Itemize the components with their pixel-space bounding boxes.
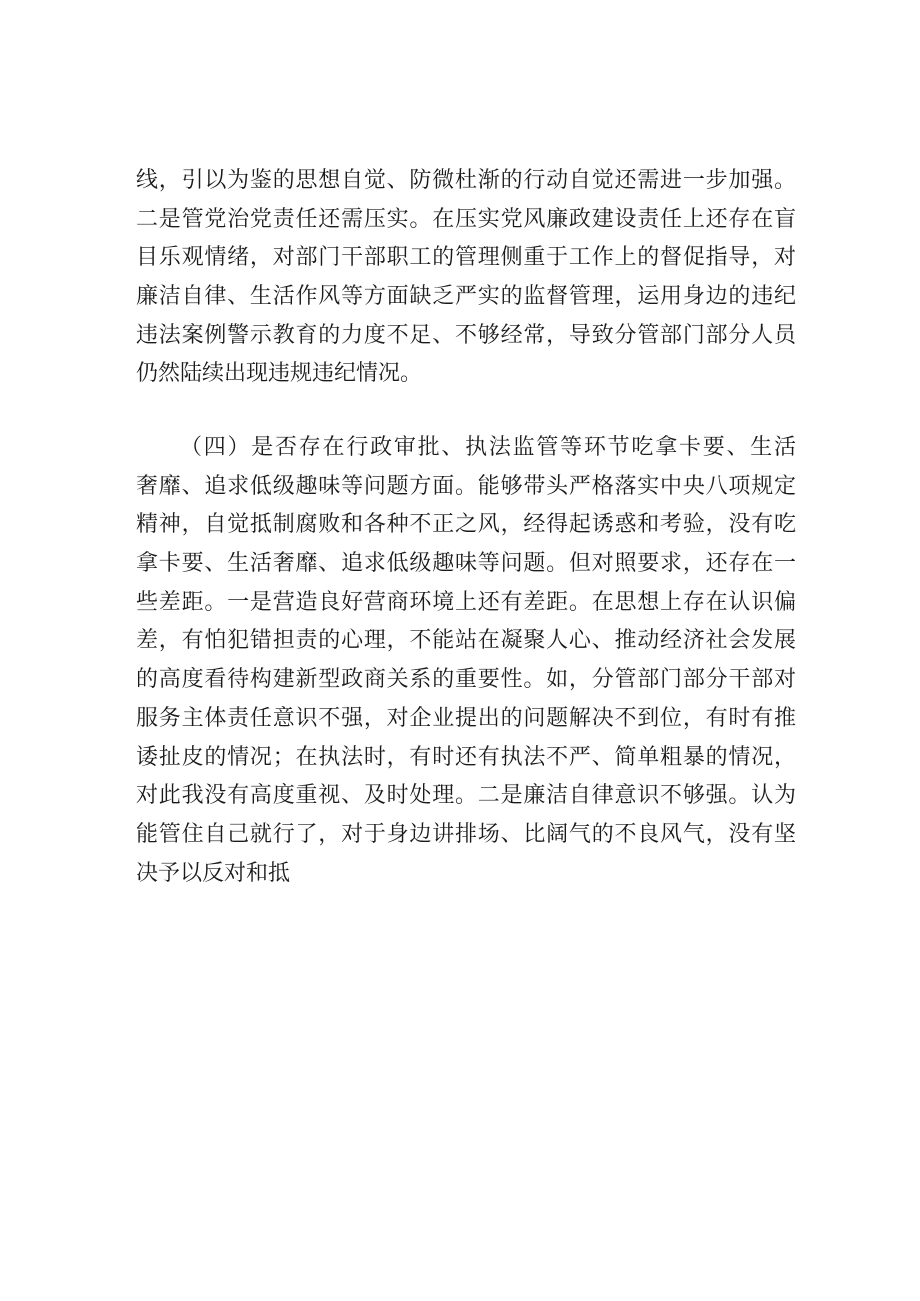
paragraph-line: 服务主体责任意识不强，对企业提出的问题解决不到位，有时有推 xyxy=(136,705,796,731)
paragraph-line: 些差距。一是营造良好营商环境上还有差距。在思想上存在认识偏 xyxy=(136,589,796,615)
paragraph-line: 诿扯皮的情况；在执法时，有时还有执法不严、简单粗暴的情况， xyxy=(136,744,796,770)
paragraph-line: 能管住自己就行了，对于身边讲排场、比阔气的不良风气，没有坚 xyxy=(136,821,796,847)
paragraph-line: 廉洁自律、生活作风等方面缺乏严实的监督管理，运用身边的违纪 xyxy=(136,284,796,310)
paragraph-line: 差，有怕犯错担责的心理，不能站在凝聚人心、推动经济社会发展 xyxy=(136,628,796,654)
paragraph-line: 违法案例警示教育的力度不足、不够经常，导致分管部门部分人员 xyxy=(136,322,796,348)
paragraph-line: 对此我没有高度重视、及时处理。二是廉洁自律意识不够强。认为 xyxy=(136,783,796,809)
paragraph-line: 精神，自觉抵制腐败和各种不正之风，经得起诱惑和考验，没有吃 xyxy=(136,512,796,538)
paragraph-2 xyxy=(136,429,796,893)
paragraph-line: 奢靡、追求低级趣味等问题方面。能够带头严格落实中央八项规定 xyxy=(136,473,796,499)
paragraph-line: 线，引以为鉴的思想自觉、防微杜渐的行动自觉还需进一步加强。 xyxy=(136,168,796,193)
paragraph-line: 目乐观情绪，对部门干部职工的管理侧重于工作上的督促指导，对 xyxy=(136,245,796,271)
paragraph-line: 决予以反对和抵 xyxy=(136,860,291,886)
paragraph-line: 的高度看待构建新型政商关系的重要性。如，分管部门部分干部对 xyxy=(136,667,796,693)
paragraph-line: 二是管党治党责任还需压实。在压实党风廉政建设责任上还存在盲 xyxy=(136,206,796,232)
paragraph-1 xyxy=(136,162,796,394)
paragraph-line: 仍然陆续出现违规违纪情况。 xyxy=(136,361,423,387)
paragraph-line: 拿卡要、生活奢靡、追求低级趣味等问题。但对照要求，还存在一 xyxy=(136,551,796,577)
paragraph-line: （四）是否存在行政审批、执法监管等环节吃拿卡要、生活 xyxy=(180,435,796,460)
